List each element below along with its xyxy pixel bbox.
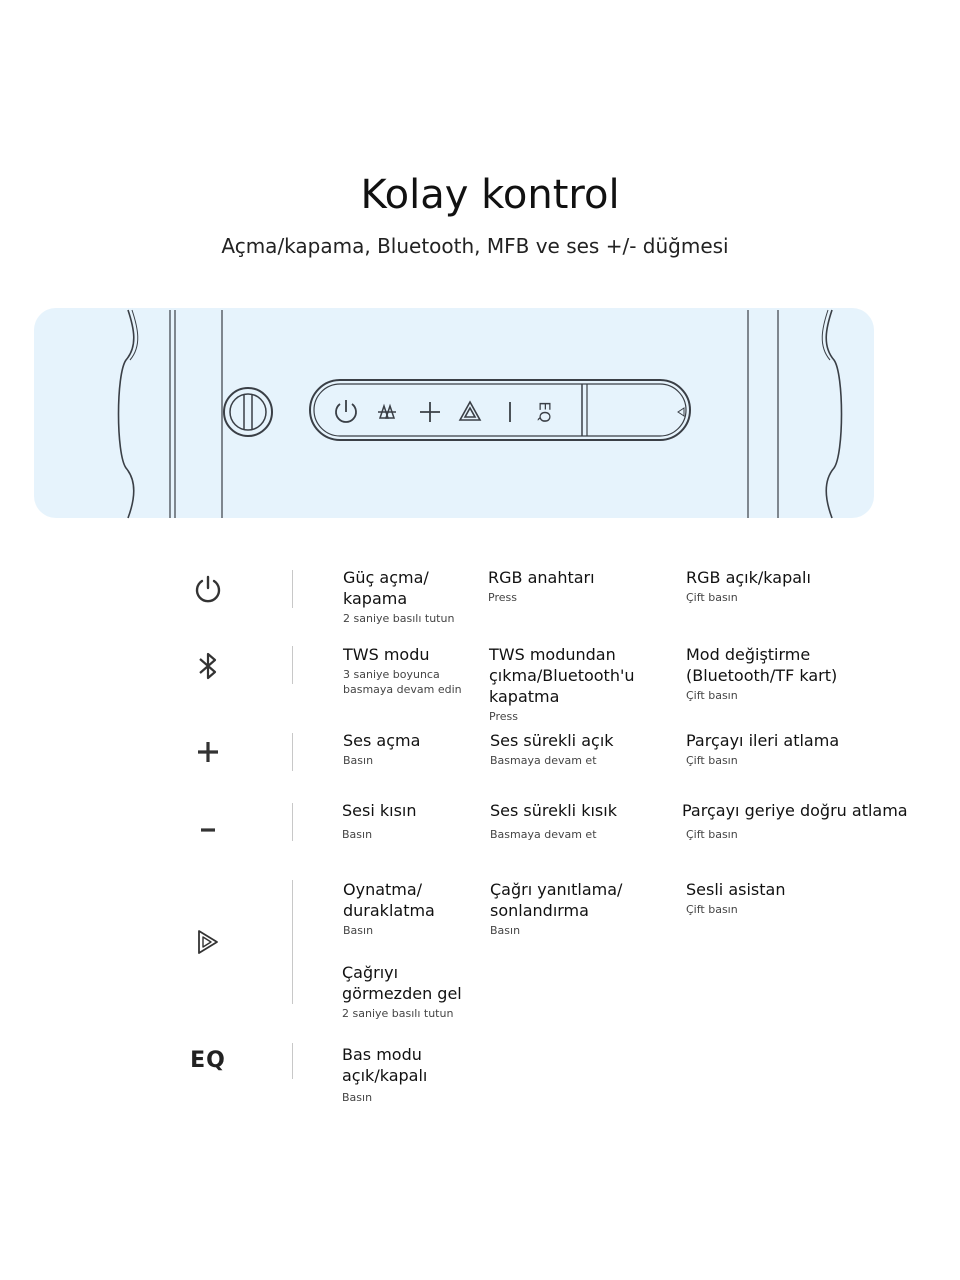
action-title: RGB anahtarı [488,568,595,587]
row-divider [292,1043,293,1079]
row-divider [292,880,293,1004]
action-note: Basmaya devam et [490,754,597,767]
row-divider [292,570,293,608]
action-title: Sesi kısın [342,801,417,820]
action-title: Çağrı yanıtlama/ sonlandırma [490,880,623,920]
power-icon [178,569,238,609]
legend-cell [343,644,462,697]
action-note: Çift basın [686,754,738,767]
play-icon [178,922,238,962]
legend-cell [342,1044,427,1105]
action-title: RGB açık/kapalı [686,568,811,587]
legend-cell [342,800,417,842]
action-title: TWS modu [343,645,430,664]
action-title: Mod değiştirme (Bluetooth/TF kart) [686,645,838,685]
legend-cell [343,567,454,626]
action-note: Basın [342,828,373,841]
eq-label: EQ [190,1047,226,1073]
page-subtitle: Açma/kapama, Bluetooth, MFB ve ses +/- düğmesi [221,234,729,258]
action-note: 3 saniye boyunca basmaya devam edin [343,668,462,696]
action-title: TWS modundan çıkma/Bluetooth'u kapatma [489,645,635,706]
action-note: Çift basın [686,903,738,916]
action-note: Çift basın [686,828,738,841]
action-title: Parçayı ileri atlama [686,731,840,750]
legend-cell [489,644,635,724]
legend-cell [686,730,839,768]
minus-icon [178,804,238,844]
row-divider [292,803,293,841]
legend-cell [682,800,908,842]
plus-icon [178,732,238,772]
eq-icon [178,1040,238,1080]
action-title: Oynatma/ duraklatma [343,880,435,920]
legend-cell [343,879,435,938]
action-note: Press [489,710,518,723]
action-title: Çağrıyı görmezden gel [342,963,462,1003]
legend-cell [686,644,837,703]
action-title: Parçayı geriye doğru atlama [682,801,908,820]
action-title: Güç açma/ kapama [343,568,429,608]
action-note: Basın [343,924,374,937]
action-note: Basmaya devam et [490,828,597,841]
legend-cell [686,879,785,917]
speaker-control-panel-illustration [34,308,876,520]
action-note: Çift basın [686,591,738,604]
legend-cell [490,730,614,768]
action-title: Sesli asistan [686,880,786,899]
action-title: Ses açma [343,731,421,750]
legend-cell [490,800,617,842]
action-note: Çift basın [686,689,738,702]
legend-cell [490,879,622,938]
bluetooth-icon [178,646,238,686]
action-note: Basın [342,1091,373,1104]
page-title: Kolay kontrol [360,172,620,218]
action-note: Basın [343,754,374,767]
action-title: Ses sürekli kısık [490,801,617,820]
action-note: Basın [490,924,521,937]
action-note: Press [488,591,517,604]
legend-cell [686,567,811,605]
action-note: 2 saniye basılı tutun [343,612,455,625]
action-title: Bas modu açık/kapalı [342,1045,428,1085]
strip-eq-icon: EQ [535,401,554,423]
action-note: 2 saniye basılı tutun [342,1007,454,1020]
legend-cell [488,567,595,605]
row-divider [292,646,293,684]
legend-cell [343,730,420,768]
legend-cell [342,962,462,1021]
action-title: Ses sürekli açık [490,731,614,750]
row-divider [292,733,293,771]
